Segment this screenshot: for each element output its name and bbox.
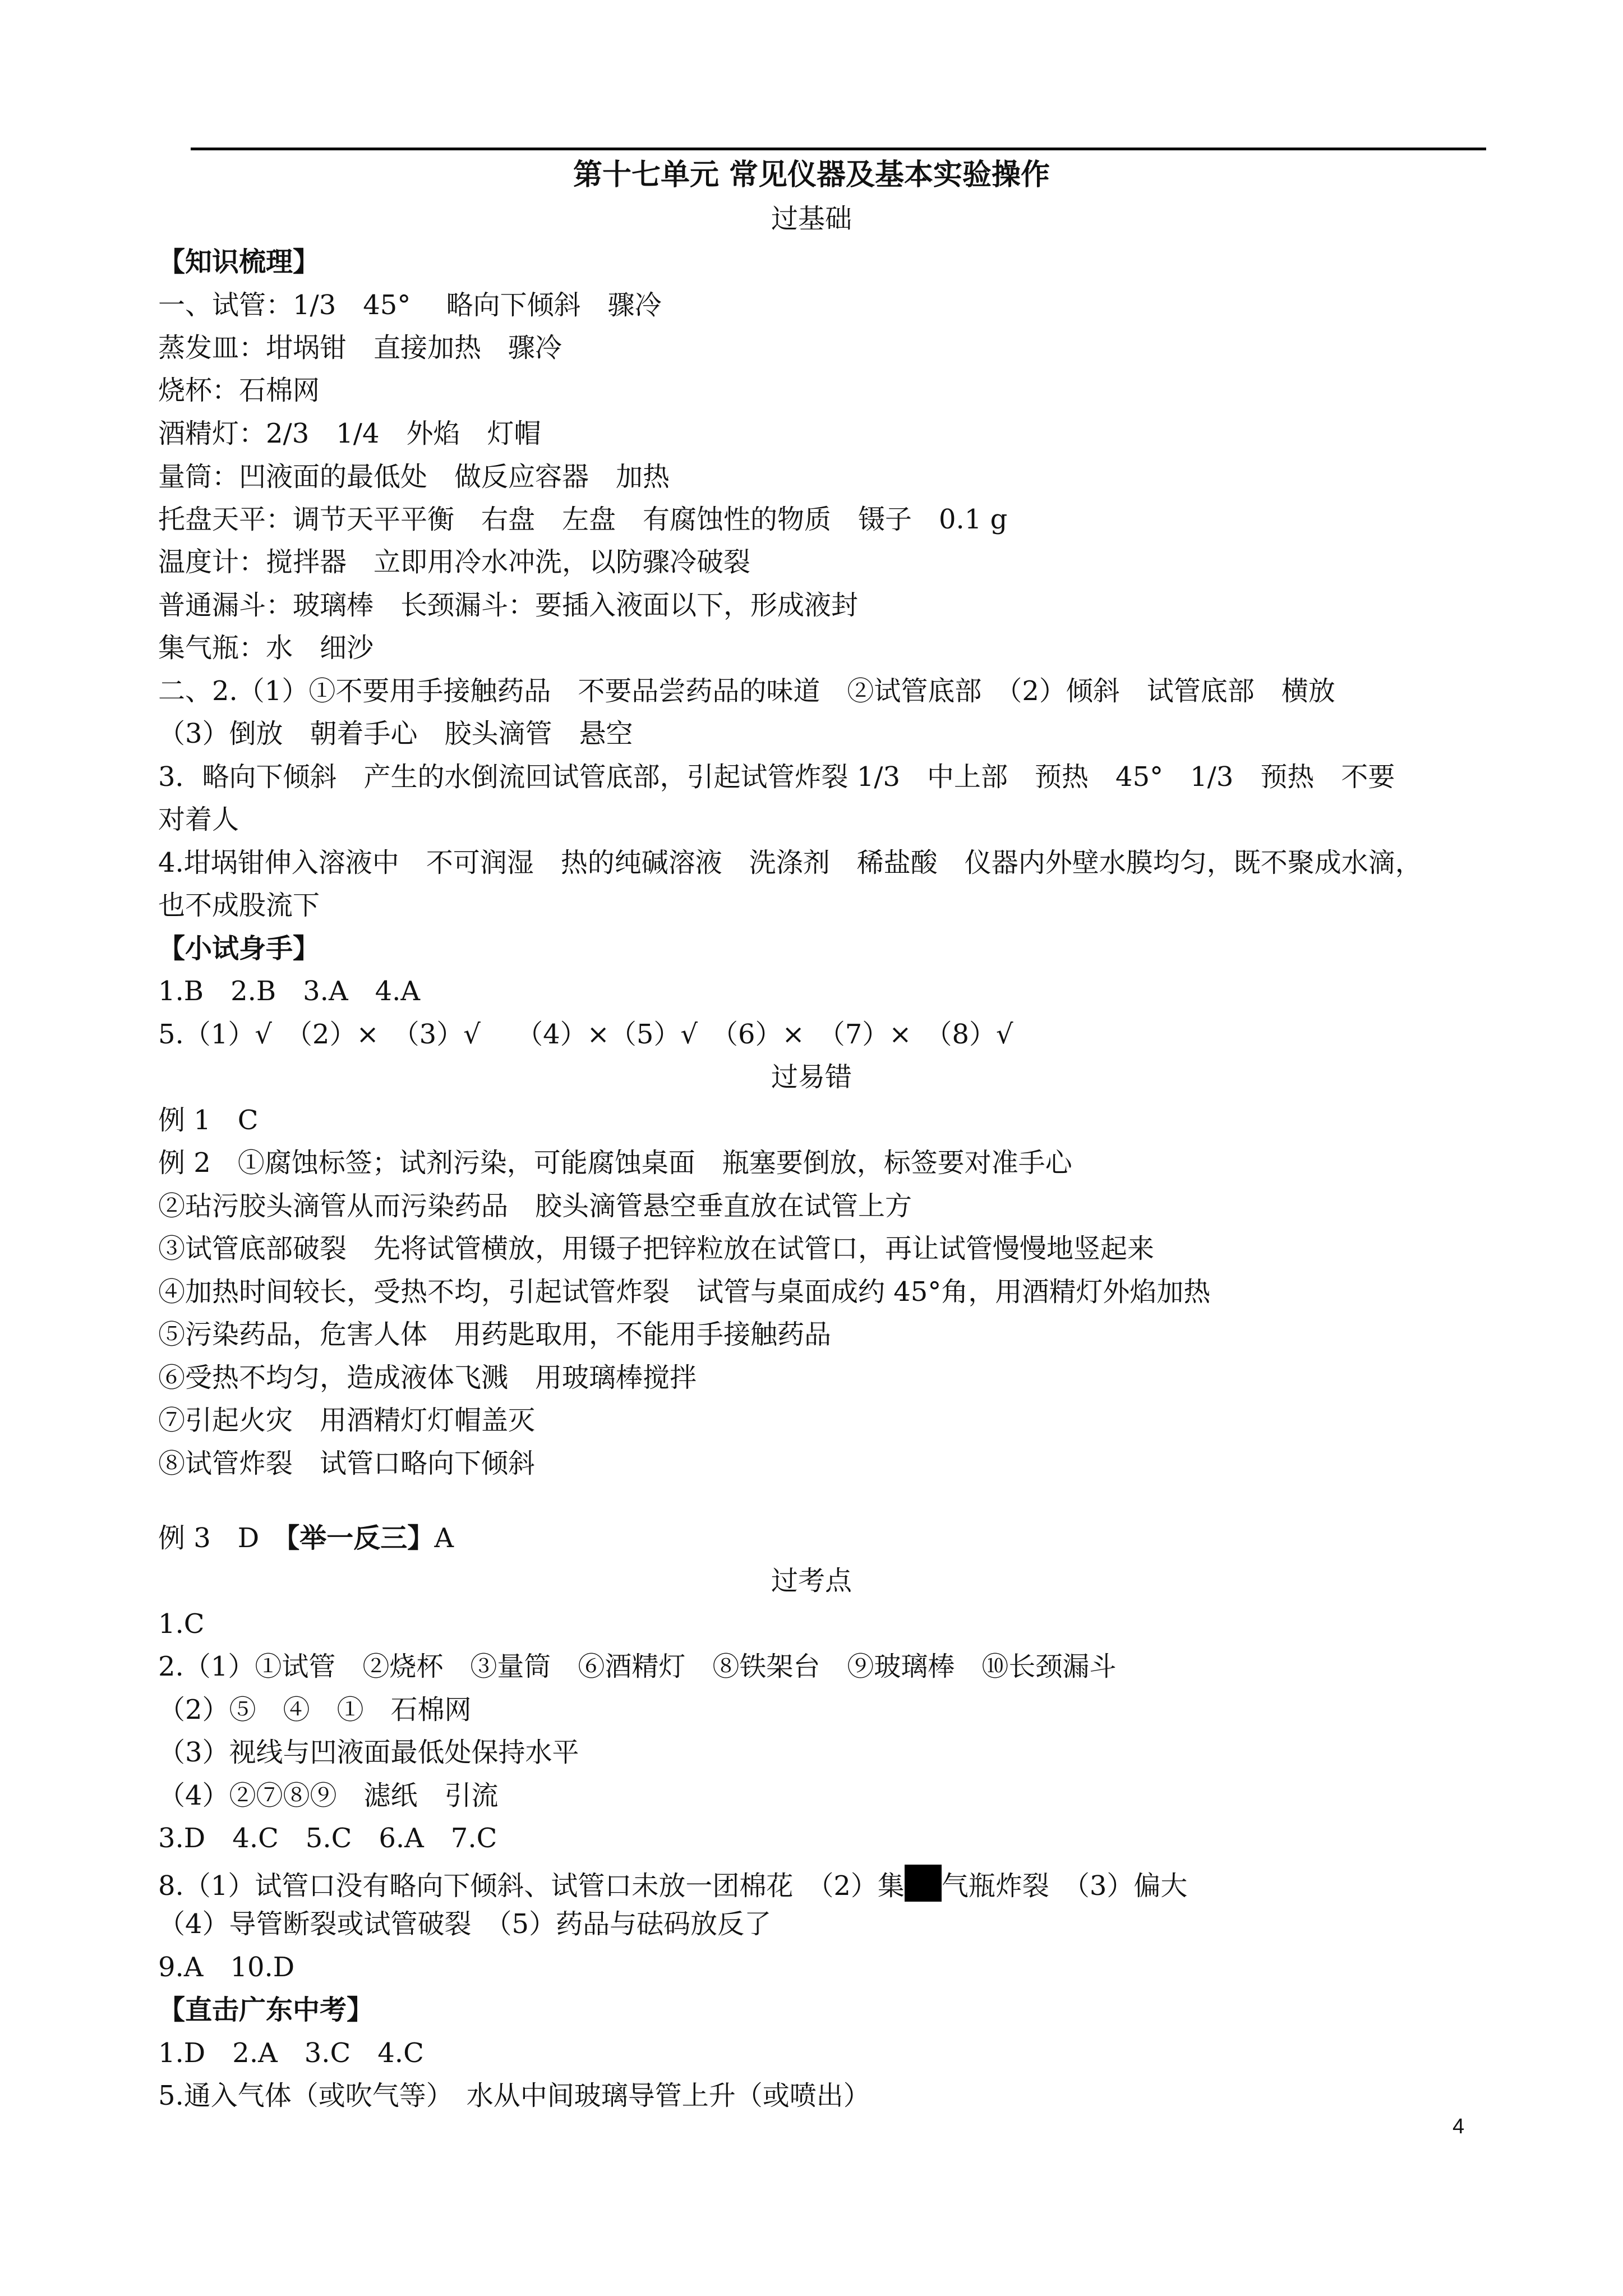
text-line: 也不成股流下	[158, 890, 320, 921]
heading-guangdong-exam: 【直击广东中考】	[158, 1994, 374, 2026]
text-line: （3）视线与凹液面最低处保持水平	[158, 1737, 579, 1768]
section-heading-basics: 过基础	[771, 203, 852, 234]
text-line: ⑦引起火灾 用酒精灯灯帽盖灭	[158, 1405, 536, 1436]
text-line: ⑤污染药品，危害人体 用药匙取用，不能用手接触药品	[158, 1319, 832, 1350]
page-title: 第十七单元 常见仪器及基本实验操作	[573, 158, 1050, 192]
heading-trial: 【小试身手】	[158, 933, 320, 964]
text-line: ④加热时间较长，受热不均，引起试管炸裂 试管与桌面成约 45°角，用酒精灯外焰加热	[158, 1276, 1211, 1308]
text-line: （3）倒放 朝着手心 胶头滴管 悬空	[158, 718, 633, 749]
text-line: 普通漏斗：玻璃棒 长颈漏斗：要插入液面以下，形成液封	[158, 590, 859, 621]
text-line: 1.B 2.B 3.A 4.A	[158, 976, 421, 1007]
text-line: 例 2 ①腐蚀标签；试剂污染，可能腐蚀桌面 瓶塞要倒放，标签要对准手心	[158, 1147, 1072, 1179]
text-line: 2.（1）①试管 ②烧杯 ③量筒 ⑥酒精灯 ⑧铁架台 ⑨玻璃棒 ⑩长颈漏斗	[158, 1651, 1117, 1682]
text-line: ⑥受热不均匀，造成液体飞溅 用玻璃棒搅拌	[158, 1362, 697, 1393]
text-line: ⑧试管炸裂 试管口略向下倾斜	[158, 1448, 536, 1479]
example-3-line	[158, 1521, 1527, 1555]
analogy-answer: A	[434, 1522, 454, 1554]
text-line: 集气瓶：水 细沙	[158, 632, 374, 664]
text-line: ③试管底部破裂 先将试管横放，用镊子把锌粒放在试管口，再让试管慢慢地竖起来	[158, 1233, 1155, 1264]
text-line: 酒精灯：2/3 1/4 外焰 灯帽	[158, 418, 541, 449]
text-line: 对着人	[158, 804, 239, 835]
text-line: 一、试管：1/3 45° 略向下倾斜 骤冷	[158, 289, 662, 321]
text-line: 1.D 2.A 3.C 4.C	[158, 2037, 424, 2069]
text-line: 二、2.（1）①不要用手接触药品 不要品尝药品的味道 ②试管底部 （2）倾斜 试管底部 横放	[158, 675, 1335, 707]
heading-knowledge: 【知识梳理】	[158, 246, 320, 278]
example-3-answer: 例 3 D	[158, 1522, 287, 1554]
heading-analogy: 【举一反三】	[286, 1522, 435, 1554]
text-line: 3．略向下倾斜 产生的水倒流回试管底部，引起试管炸裂 1/3 中上部 预热 45° 1/3 预热 不要	[158, 761, 1395, 793]
text-line: （4）②⑦⑧⑨ 滤纸 引流	[158, 1780, 499, 1811]
redaction-block	[905, 1865, 942, 1902]
question-8-line	[158, 1865, 1527, 1903]
top-rule	[191, 148, 1486, 150]
text-line: 4.坩埚钳伸入溶液中 不可润湿 热的纯碱溶液 洗涤剂 稀盐酸 仪器内外壁水膜均匀，既不聚成水滴，	[158, 847, 1422, 878]
text-line: 5.（1）√ （2）× （3）√ （4）×（5）√ （6）× （7）× （8）√	[158, 1019, 1013, 1050]
text-line: 9.A 10.D	[158, 1952, 295, 1983]
text-line: 1.C	[158, 1608, 205, 1640]
text-line: 托盘天平：调节天平平衡 右盘 左盘 有腐蚀性的物质 镊子 0.1 g	[158, 504, 1008, 535]
question-8-part-b: 气瓶炸裂 （3）偏大	[941, 1870, 1188, 1902]
text-line: 例 1 C	[158, 1105, 259, 1136]
question-8-part-a: 8.（1）试管口没有略向下倾斜、试管口未放一团棉花 （2）集	[158, 1870, 905, 1902]
text-line: 蒸发皿：坩埚钳 直接加热 骤冷	[158, 332, 562, 364]
text-line: 量筒：凹液面的最低处 做反应容器 加热	[158, 461, 670, 493]
text-line: 5.通入气体（或吹气等） 水从中间玻璃导管上升（或喷出）	[158, 2080, 870, 2111]
text-line: （4）导管断裂或试管破裂 （5）药品与砝码放反了	[158, 1908, 772, 1940]
page-number: 4	[1453, 2115, 1465, 2138]
text-line: ②玷污胶头滴管从而污染药品 胶头滴管悬空垂直放在试管上方	[158, 1190, 912, 1222]
section-heading-exam-points: 过考点	[771, 1565, 852, 1596]
text-line: 烧杯：石棉网	[158, 375, 320, 406]
text-line: 3.D 4.C 5.C 6.A 7.C	[158, 1823, 497, 1854]
section-heading-errors: 过易错	[771, 1061, 852, 1093]
text-line: 温度计：搅拌器 立即用冷水冲洗，以防骤冷破裂	[158, 546, 751, 578]
text-line: （2）⑤ ④ ① 石棉网	[158, 1694, 472, 1726]
